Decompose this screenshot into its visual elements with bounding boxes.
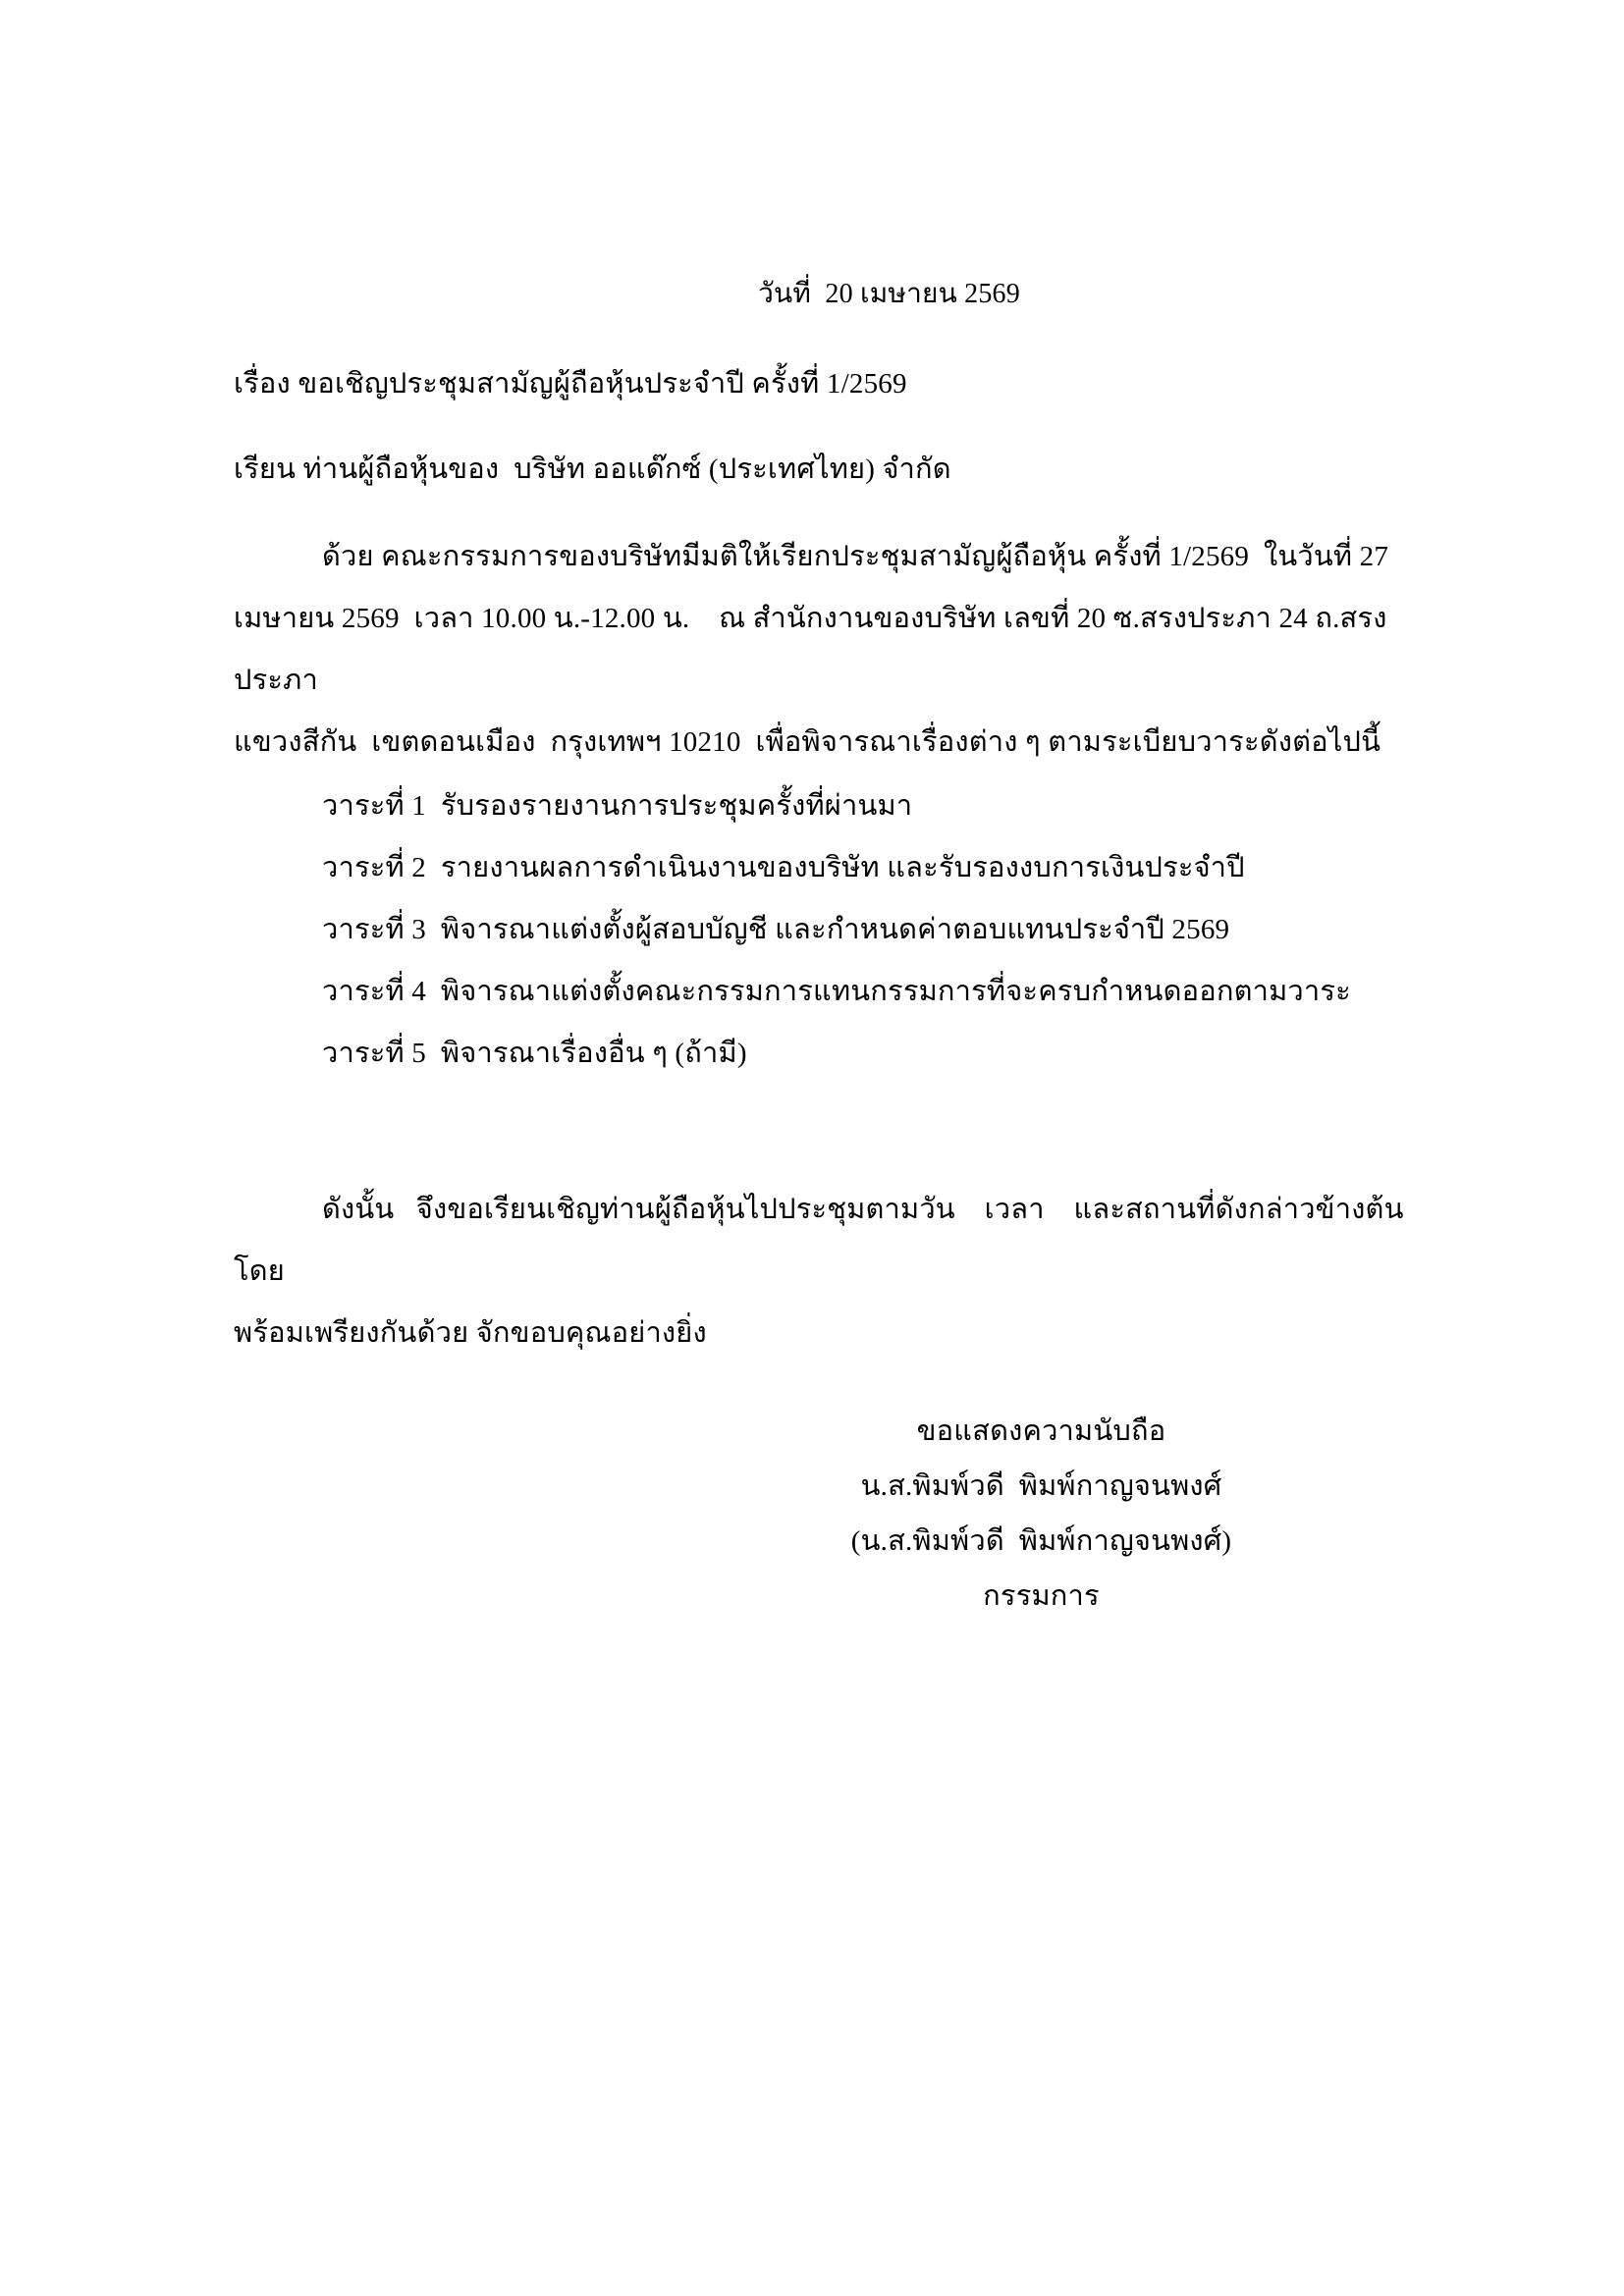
letter-intro-paragraph	[234, 526, 1427, 774]
agenda-item-4: วาระที่ 4 พิจารณาแต่งตั้งคณะกรรมการแทนกรรมการที่จะครบกำหนดออกตามวาระ	[322, 976, 1351, 1007]
letter-salutation: เรียน ท่านผู้ถือหุ้นของ บริษัท ออแด๊กซ์ (ประเทศไทย) จำกัด	[234, 454, 951, 485]
agenda-item-3: วาระที่ 3 พิจารณาแต่งตั้งผู้สอบบัญชี และกำหนดค่าตอบแทนประจำปี 2569	[322, 914, 1230, 945]
signer-title: กรรมการ	[983, 1580, 1100, 1612]
signature-block	[234, 1404, 1427, 1624]
intro-line-3: แขวงสีกัน เขตดอนเมือง กรุงเทพฯ 10210 เพื่อพิจารณาเรื่องต่าง ๆ ตามระเบียบวาระดังต่อไปนี้	[234, 726, 1381, 758]
agenda-list	[234, 775, 1427, 1085]
agenda-item-5: วาระที่ 5 พิจารณาเรื่องอื่น ๆ (ถ้ามี)	[322, 1038, 747, 1069]
regards-text: ขอแสดงความนับถือ	[916, 1415, 1166, 1447]
agenda-item-2: วาระที่ 2 รายงานผลการดำเนินงานของบริษัท และรับรองงบการเงินประจำปี	[322, 852, 1245, 883]
closing-line-1: ดังนั้น จึงขอเรียนเชิญท่านผู้ถือหุ้นไปประชุมตามวัน เวลา และสถานที่ดังกล่าวข้างต้นโดย	[234, 1194, 1404, 1287]
letter-date: วันที่ 20 เมษายน 2569	[758, 279, 1020, 309]
letter-body	[234, 275, 1427, 1624]
intro-line-2: เมษายน 2569 เวลา 10.00 น.-12.00 น. ณ สำนักงานของบริษัท เลขที่ 20 ซ.สรงประภา 24 ถ.สรงประภา	[234, 603, 1387, 696]
letter-closing-paragraph	[234, 1179, 1427, 1364]
agenda-item-1: วาระที่ 1 รับรองรายงานการประชุมครั้งที่ผ่านมา	[322, 790, 913, 822]
letter-subject: เรื่อง ขอเชิญประชุมสามัญผู้ถือหุ้นประจำปี ครั้งที่ 1/2569	[234, 368, 907, 400]
intro-line-1: ด้วย คณะกรรมการของบริษัทมีมติให้เรียกประชุมสามัญผู้ถือหุ้น ครั้งที่ 1/2569 ในวันที่ 27	[322, 541, 1389, 572]
signer-name: น.ส.พิมพ์วดี พิมพ์กาญจนพงศ์	[860, 1470, 1222, 1502]
signer-name-parenthetical: (น.ส.พิมพ์วดี พิมพ์กาญจนพงศ์)	[850, 1525, 1232, 1557]
closing-line-2: พร้อมเพรียงกันด้วย จักขอบคุณอย่างยิ่ง	[234, 1317, 707, 1349]
